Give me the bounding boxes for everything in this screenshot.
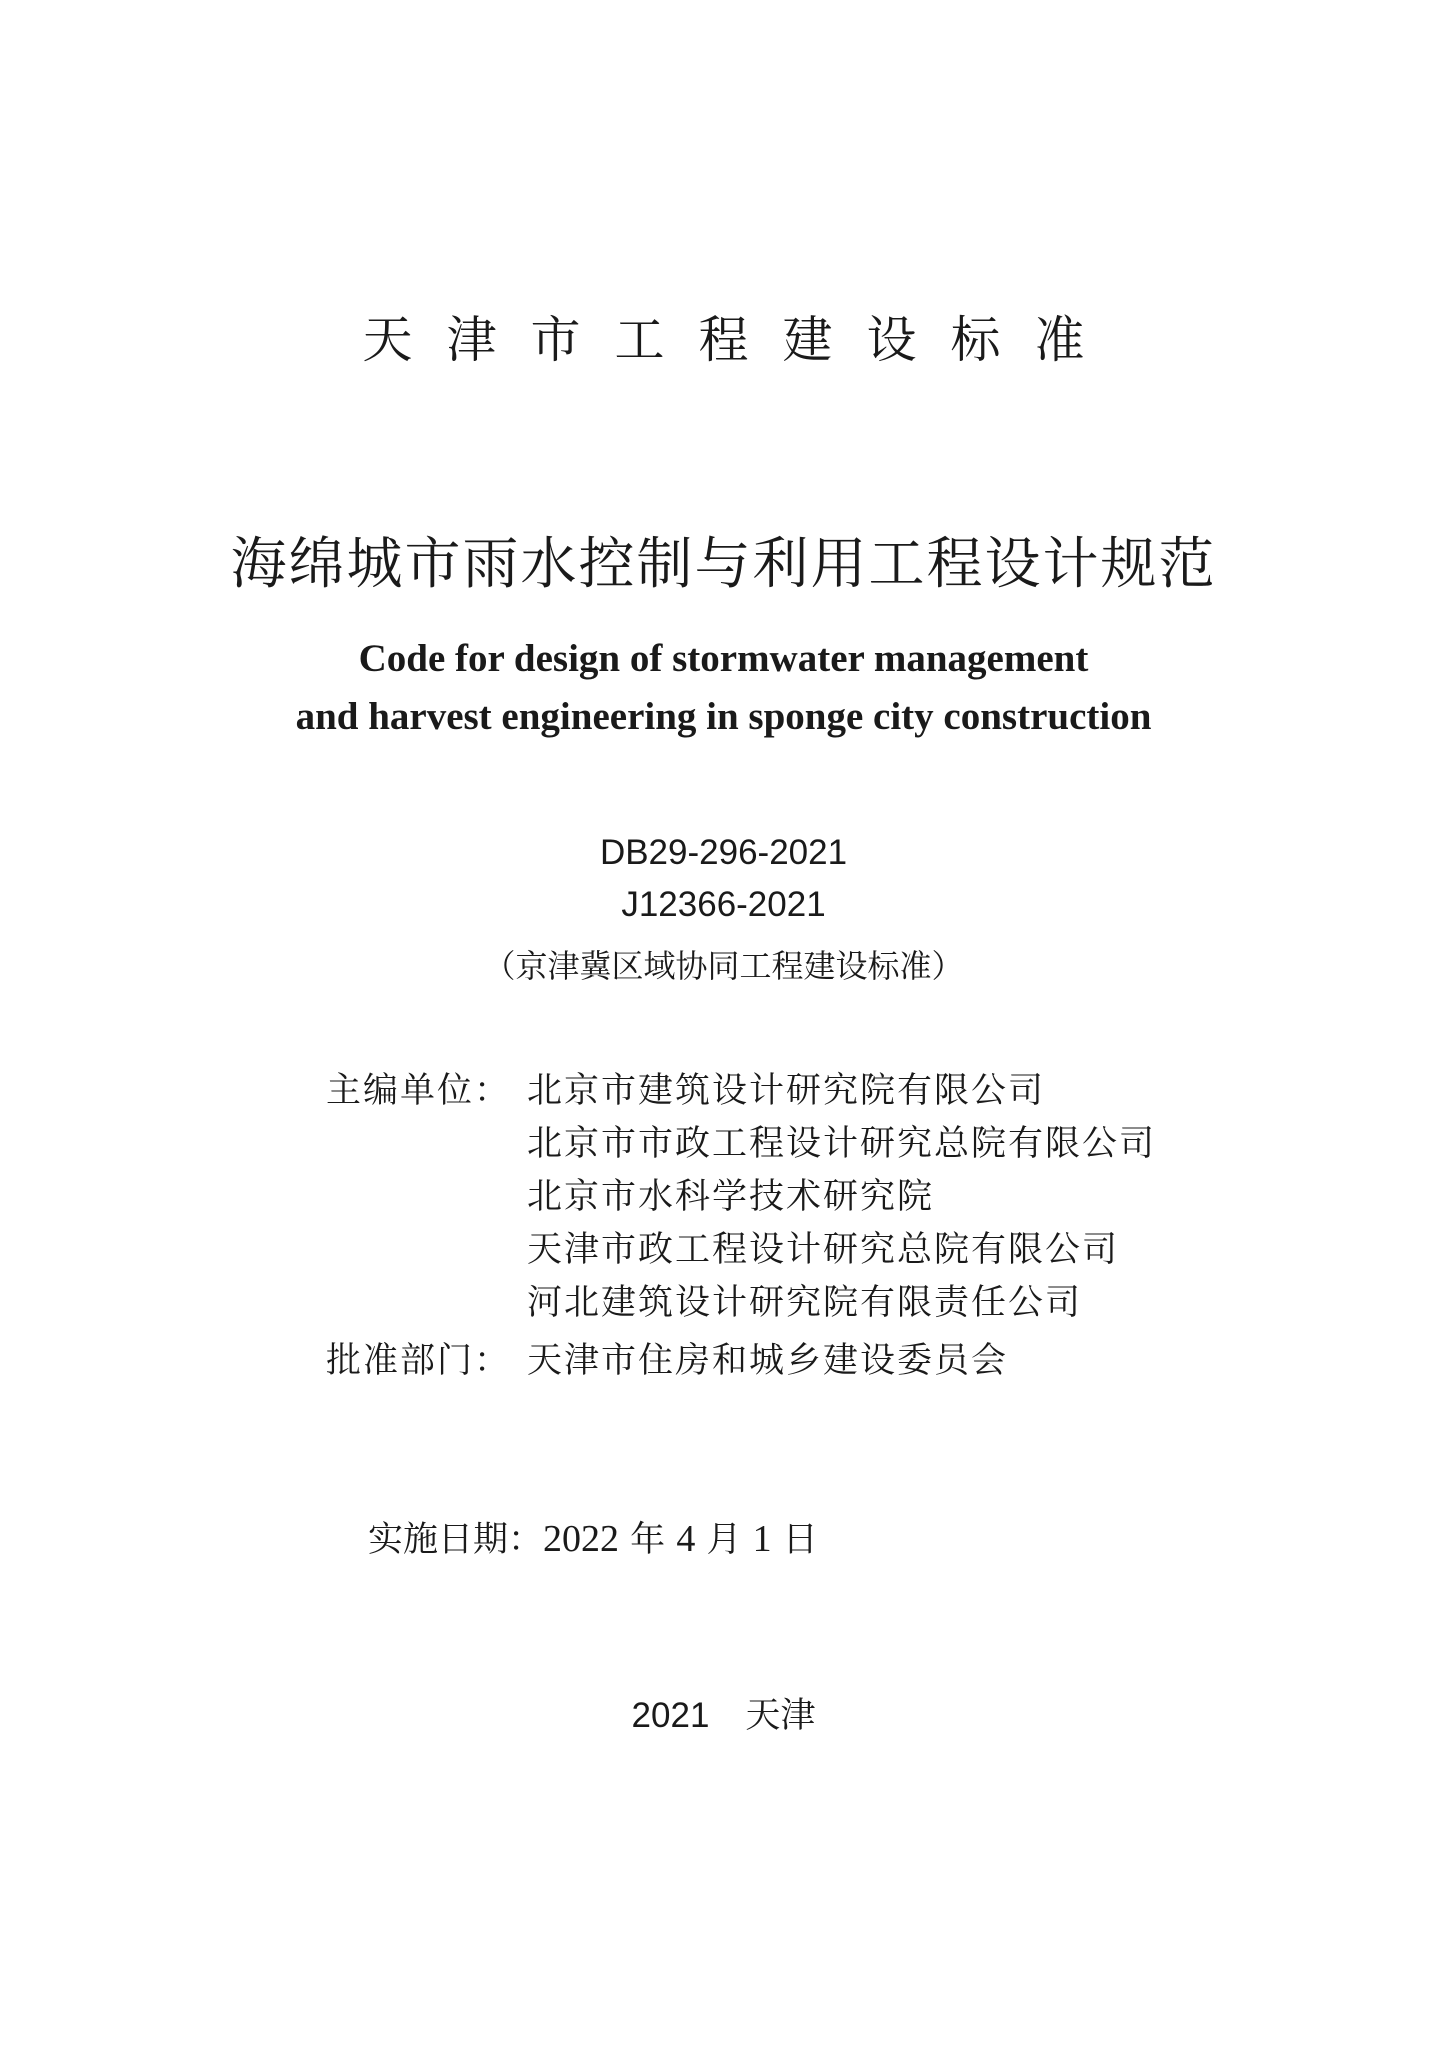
implementation-year: 2022 (543, 1518, 620, 1560)
chief-editor-unit: 北京市市政工程设计研究总院有限公司 (527, 1124, 1157, 1164)
chief-editor-unit: 北京市水科学技术研究院 (527, 1177, 935, 1217)
implementation-date-label: 实施日期： (368, 1520, 544, 1560)
region-note: （京津冀区域协同工程建设标准） (483, 947, 964, 985)
day-unit: 日 (782, 1520, 818, 1560)
chief-editor-unit: 北京市建筑设计研究院有限公司 (527, 1071, 1046, 1111)
chief-editors-label: 主编单位： (326, 1071, 512, 1111)
chief-editor-unit: 天津市政工程设计研究总院有限公司 (527, 1230, 1120, 1270)
publication-year: 2021 (631, 1696, 710, 1735)
publication-footer (0, 1688, 1447, 1738)
main-title: 海绵城市雨水控制与利用工程设计规范 (230, 532, 1217, 597)
publication-place: 天津 (745, 1696, 816, 1736)
month-unit: 月 (706, 1520, 742, 1560)
implementation-month: 4 (676, 1518, 696, 1560)
approval-department: 天津市住房和城乡建设委员会 (527, 1341, 1009, 1381)
implementation-day: 1 (752, 1518, 772, 1560)
year-unit: 年 (630, 1520, 666, 1560)
standard-code-j: J12366-2021 (621, 885, 826, 924)
chief-editor-unit: 河北建筑设计研究院有限责任公司 (527, 1283, 1083, 1323)
approval-label: 批准部门： (326, 1341, 512, 1381)
implementation-date (368, 1512, 818, 1562)
standard-code-db: DB29-296-2021 (599, 833, 848, 872)
english-title-line-1: Code for design of stormwater management (358, 637, 1089, 680)
english-title-line-2: and harvest engineering in sponge city construction (295, 695, 1152, 738)
series-title: 天津市工程建设标准 (362, 311, 1119, 369)
